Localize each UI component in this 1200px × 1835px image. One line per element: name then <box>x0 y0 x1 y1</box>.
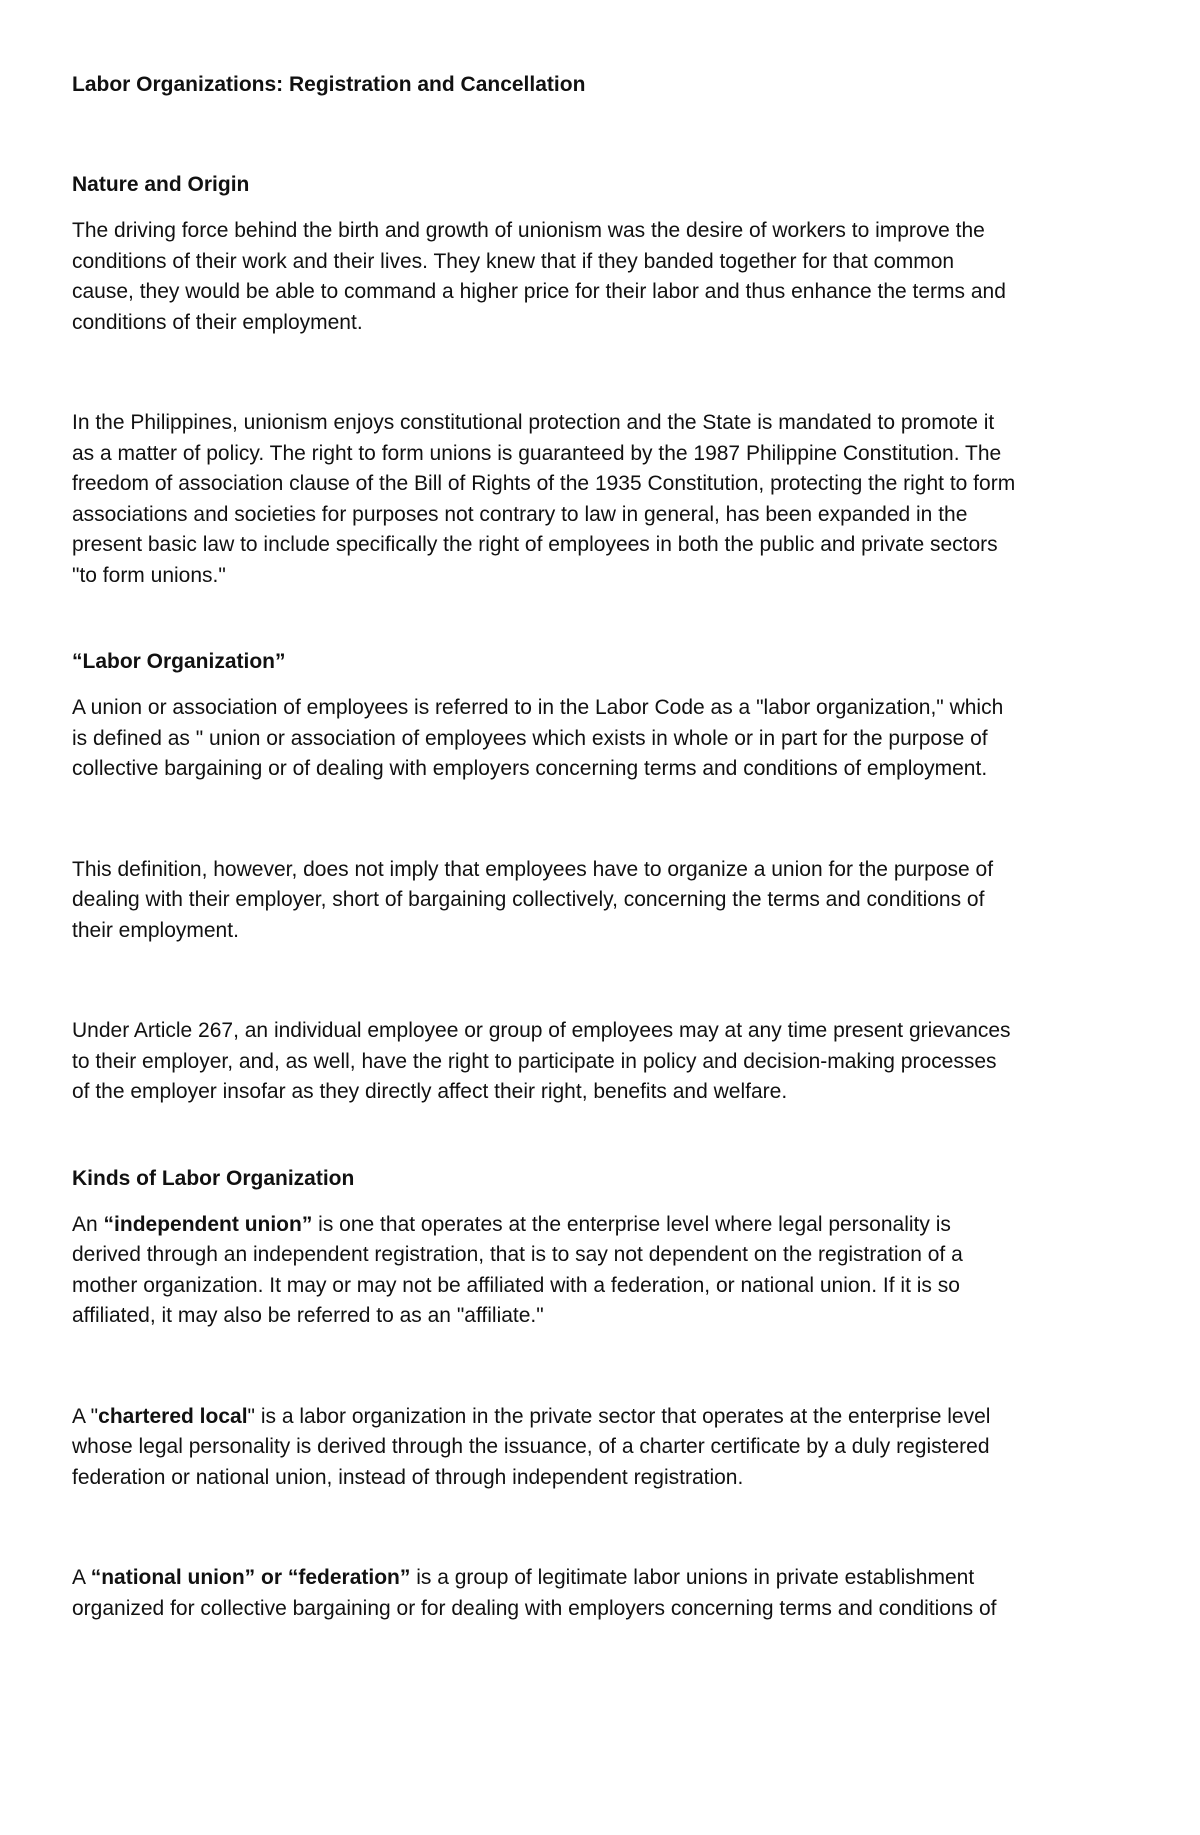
national-union-text: is a group of legitimate labor unions in private establishment organized for collective bargaining or for dealing with employers concerning terms and conditions of <box>72 1566 997 1620</box>
paragraph-independent-union <box>72 1210 1132 1332</box>
national-union-prefix: A <box>72 1566 91 1589</box>
independent-union-text: is one that operates at the enterprise level where legal personality is derived through an independent registration, that is to say not dependent on the registration of a mother organization. It may or may not be affiliated with a federation, or national union. If it is so affiliated, it may also be referred to as an "affiliate." <box>72 1212 963 1327</box>
paragraph-driving-force: The driving force behind the birth and growth of unionism was the desire of workers to improve the conditions of their work and their lives. They knew that if they banded together for that common cause, they would be able to command a higher price for their labor and thus enhance the terms and conditions of their employment. <box>72 219 1006 334</box>
paragraph-national-union-federation <box>72 1563 1132 1624</box>
section-heading-nature-and-origin: Nature and Origin <box>72 173 250 196</box>
document-title: Labor Organizations: Registration and Cancellation <box>72 73 586 96</box>
paragraph-article-267: Under Article 267, an individual employee or group of employees may at any time present grievances to their employer, and, as well, have the right to participate in policy and decision-making processes of the employer insofar as they directly affect their right, benefits and welfare. <box>72 1019 1011 1103</box>
paragraph-labor-organization-definition: A union or association of employees is referred to in the Labor Code as a "labor organization," which is defined as " union or association of employees which exists in whole or in part for the purpose of collective bargaining or of dealing with employers concerning terms and conditions of employment. <box>72 696 1004 780</box>
section-heading-labor-organization: “Labor Organization” <box>72 650 286 673</box>
national-union-term: “national union” or “federation” <box>90 1566 411 1589</box>
independent-union-prefix: An <box>72 1212 104 1236</box>
section-heading-kinds-of-labor-organization: Kinds of Labor Organization <box>72 1166 355 1190</box>
section-labor-organization <box>72 647 1132 1108</box>
chartered-local-text: " is a labor organization in the private sector that operates at the enterprise level whose legal personality is derived through the issuance, of a charter certificate by a duly registered federation or national union, instead of through independent registration. <box>72 1404 991 1489</box>
paragraph-philippines-unionism: In the Philippines, unionism enjoys constitutional protection and the State is mandated to promote it as a matter of policy. The right to form unions is guaranteed by the 1987 Philippine Constitution. The freedom of association clause of the Bill of Rights of the 1935 Constitution, protecting the right to form associations and societies for purposes not contrary to law in general, has been expanded in the present basic law to include specifically the right of employees in both the public and private sectors "to form unions." <box>72 411 1016 587</box>
document-body <box>72 70 1132 1624</box>
chartered-local-term: chartered local <box>98 1404 248 1428</box>
section-kinds-of-labor-organization <box>72 1164 1132 1625</box>
chartered-local-prefix: A " <box>72 1404 99 1428</box>
section-nature-and-origin <box>72 170 1132 591</box>
paragraph-definition-does-not-imply: This definition, however, does not imply that employees have to organize a union for the purpose of dealing with their employer, short of bargaining collectively, concerning the terms and conditions of their employment. <box>72 857 994 942</box>
paragraph-chartered-local <box>72 1402 1132 1494</box>
independent-union-term: “independent union” <box>103 1212 313 1236</box>
